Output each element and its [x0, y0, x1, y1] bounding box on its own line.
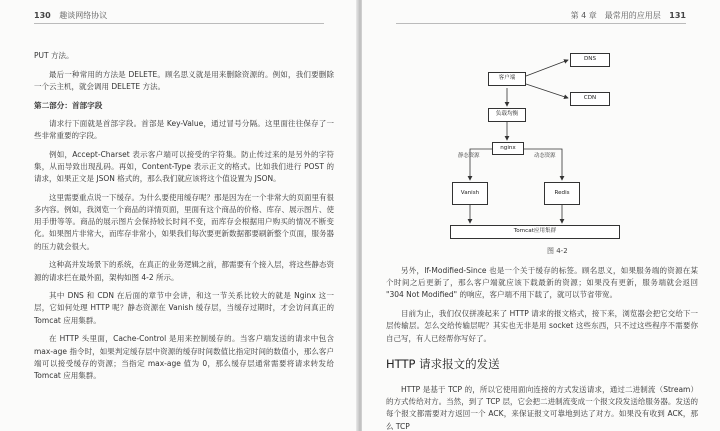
paragraph: 例如，Accept-Charset 表示客户端可以接受的字符集。防止传过来的是另外的字符集，从而导致出现乱码。再如，Content-Type 表示正文的格式。比如我们进行 POST 的请求，如果正文是 JSON 格式的，那么我们就应该将这个值设置为 JSON。 [34, 149, 334, 184]
paragraph: 这种高并发场景下的系统，在真正的业务逻辑之前，都需要有个接入层，将这些静态资源的请求拦在最外面，架构如图 4-2 所示。 [34, 260, 334, 282]
paragraph: 在 HTTP 头里面，Cache-Control 是用来控制缓存的。当客户端发送的请求中包含 max-age 指令时，如果判定缓存层中资源的缓存时间数值比指定时间的数值小，那么客户端可以接受缓存的资源；当指定 max-age 值为 0，那么缓存层通常需要将请求转发给 Tomcat 应用集群。 [34, 334, 334, 380]
redis-box: Redis [544, 182, 580, 205]
chapter-title: 第 4 章 最常用的应用层 [570, 11, 661, 20]
static-resource-label: 静态资源 [458, 153, 480, 159]
left-page-number: 130 [34, 11, 51, 20]
vanish-box: Vanish [452, 182, 488, 205]
paragraph: 这里需要重点说一下缓存。为什么要使用缓存呢？那是因为在一个非常大的页面里有很多内容。例如，我浏览一个商品的详情页面，里面有这个商品的价格、库存、展示图片、使用手册等等。商品的展示图片会保持较长时间不变，而库存会根据用户购买的情况不断变化。如果图片非常大，而库存非常小，如果我们每次要更新数据都要刷新整个页面，服务器的压力就会很大。 [34, 192, 334, 251]
paragraph: 另外，If-Modified-Since 也是一个关于缓存的标签。顾名思义，如果服务端的资源在某个时间之后更新了，那么客户端就应该下载最新的资源；如果没有更新，服务端就会返回 "304 Not Modified" 的响应，客户端不用下载了，就可以节省带宽。 [386, 266, 698, 300]
right-page-number: 131 [669, 11, 686, 20]
book-title: 趣谈网络协议 [59, 11, 108, 20]
diagram-connectors [450, 40, 650, 245]
section-heading: HTTP 请求报文的发送 [386, 357, 500, 371]
figure-caption: 图 4-2 [547, 247, 568, 255]
cdn-box: CDN [570, 92, 610, 106]
dynamic-resource-label: 动态资源 [534, 153, 556, 159]
tomcat-cluster-box: Tomcat应用集群 [450, 225, 620, 239]
paragraph: HTTP 是基于 TCP 的，所以它使用面向连接的方式发送请求，通过二进制流（Stream）的方式传给对方。当然，到了 TCP 层，它会把二进制流变成一个报文段发送给服务器。发送的每个报文都需要对方返回一个 ACK，来保证报文可靠地到达了对方。如果没有收到 ACK，那么 TCP [386, 385, 698, 431]
right-header-rule [396, 23, 686, 24]
left-header-rule [34, 23, 324, 24]
paragraph: 其中 DNS 和 CDN 在后面的章节中会讲，和这一节关系比较大的就是 Nginx 这一层，它如何处理 HTTP 呢？静态资源在 Vanish 缓存层，当缓存过期时，才会访问真正的 Tomcat 应用集群。 [34, 291, 334, 325]
paragraph: 请求行下面就是首部字段。首部是 Key-Value，通过冒号分隔。这里面往往保存了一些非常重要的字段。 [34, 118, 334, 141]
paragraph: 最后一种常用的方法是 DELETE。顾名思义就是用来删除资源的。例如，我们要删除一个云主机，就会调用 DELETE 方法。 [34, 69, 334, 91]
right-page [362, 0, 720, 431]
client-box: 客户端 [488, 72, 526, 86]
dns-box: DNS [570, 53, 610, 67]
left-page-header [34, 10, 107, 21]
right-page-header [571, 10, 686, 21]
nginx-box: nginx [492, 142, 524, 155]
section-heading: 第二部分：首部字段 [34, 100, 103, 110]
right-page-body-continued [386, 384, 698, 431]
left-page [0, 0, 358, 431]
client-to-dns-arrow [526, 60, 568, 76]
right-page-body [386, 265, 698, 351]
left-page-body [34, 50, 334, 389]
paragraph: PUT 方法。 [34, 51, 74, 60]
paragraph: 目前为止，我们仅仅拼凑起来了 HTTP 请求的报文格式，接下来，浏览器会把它交给下一层传输层。怎么交给传输层呢？其实也无非是用 socket 这些东西，只不过这些程序不需要你自己写，有人已经帮你写好了。 [386, 309, 698, 343]
client-to-cdn-arrow [526, 84, 568, 98]
load-balancer-box: 负载均衡 [488, 108, 526, 122]
architecture-diagram [450, 40, 650, 245]
